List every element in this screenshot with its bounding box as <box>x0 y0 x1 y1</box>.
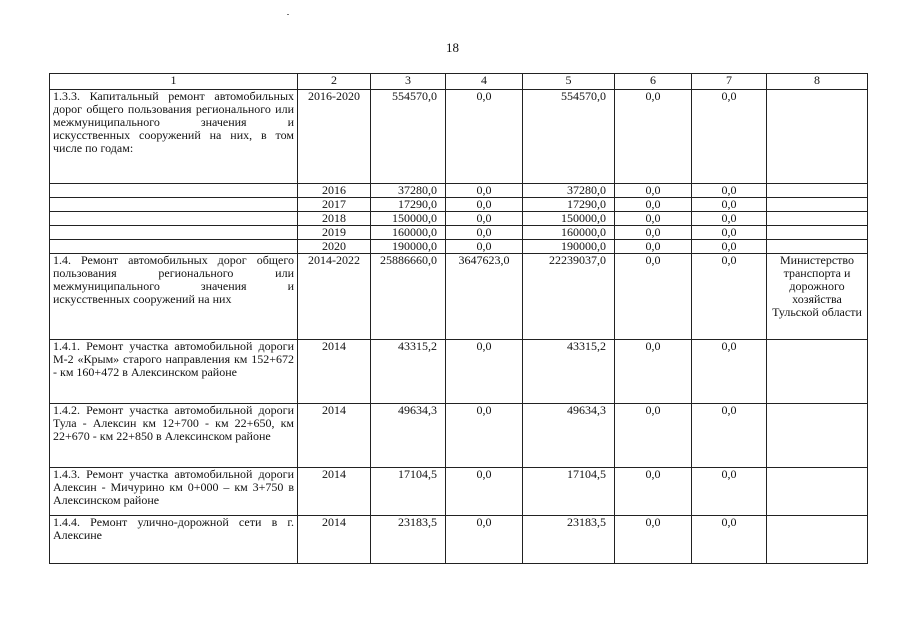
col6-cell: 0,0 <box>615 198 692 212</box>
total-cell: 43315,2 <box>371 340 446 404</box>
table-row <box>50 198 868 212</box>
table-row <box>50 226 868 240</box>
period-cell: 2017 <box>298 198 371 212</box>
header-cell: 6 <box>615 74 692 90</box>
federal-cell: 3647623,0 <box>446 254 523 340</box>
table-row <box>50 516 868 564</box>
header-cell: 2 <box>298 74 371 90</box>
period-cell: 2019 <box>298 226 371 240</box>
table-row <box>50 212 868 226</box>
row-name <box>50 240 298 254</box>
period-cell: 2016 <box>298 184 371 198</box>
row-name <box>50 184 298 198</box>
federal-cell: 0,0 <box>446 240 523 254</box>
executor-cell <box>767 90 868 184</box>
total-cell: 190000,0 <box>371 240 446 254</box>
table-row <box>50 468 868 516</box>
col7-cell: 0,0 <box>692 198 767 212</box>
table-row <box>50 240 868 254</box>
regional-cell: 43315,2 <box>523 340 615 404</box>
table-row <box>50 90 868 184</box>
regional-cell: 17290,0 <box>523 198 615 212</box>
header-cell: 7 <box>692 74 767 90</box>
col6-cell: 0,0 <box>615 90 692 184</box>
header-cell: 3 <box>371 74 446 90</box>
executor-cell <box>767 468 868 516</box>
regional-cell: 17104,5 <box>523 468 615 516</box>
federal-cell: 0,0 <box>446 198 523 212</box>
row-name: 1.4.1. Ремонт участка автомобильной дороги М-2 «Крым» старого направления км 152+672 - км 160+472 в Алексинском районе <box>50 340 298 404</box>
row-name <box>50 226 298 240</box>
executor-cell <box>767 240 868 254</box>
header-row <box>50 74 868 90</box>
federal-cell: 0,0 <box>446 226 523 240</box>
federal-cell: 0,0 <box>446 404 523 468</box>
period-cell: 2014 <box>298 516 371 564</box>
federal-cell: 0,0 <box>446 90 523 184</box>
federal-cell: 0,0 <box>446 468 523 516</box>
row-name: 1.4.2. Ремонт участка автомобильной дороги Тула - Алексин км 12+700 - км 22+650, км 22+670 - км 22+850 в Алексинском районе <box>50 404 298 468</box>
executor-cell <box>767 404 868 468</box>
executor-cell: Министерство транспорта и дорожного хозяйства Тульской области <box>767 254 868 340</box>
period-cell: 2020 <box>298 240 371 254</box>
total-cell: 150000,0 <box>371 212 446 226</box>
period-cell: 2014 <box>298 404 371 468</box>
header-cell: 5 <box>523 74 615 90</box>
col6-cell: 0,0 <box>615 516 692 564</box>
col7-cell: 0,0 <box>692 468 767 516</box>
header-cell: 8 <box>767 74 868 90</box>
total-cell: 49634,3 <box>371 404 446 468</box>
executor-cell <box>767 516 868 564</box>
col6-cell: 0,0 <box>615 184 692 198</box>
regional-cell: 23183,5 <box>523 516 615 564</box>
row-name: 1.4.3. Ремонт участка автомобильной дороги Алексин - Мичурино км 0+000 – км 3+750 в Алексинском районе <box>50 468 298 516</box>
table-row <box>50 254 868 340</box>
col7-cell: 0,0 <box>692 516 767 564</box>
executor-cell <box>767 226 868 240</box>
table-row <box>50 340 868 404</box>
col7-cell: 0,0 <box>692 240 767 254</box>
col6-cell: 0,0 <box>615 340 692 404</box>
federal-cell: 0,0 <box>446 340 523 404</box>
total-cell: 25886660,0 <box>371 254 446 340</box>
period-cell: 2014 <box>298 340 371 404</box>
col6-cell: 0,0 <box>615 468 692 516</box>
regional-cell: 190000,0 <box>523 240 615 254</box>
period-cell: 2014 <box>298 468 371 516</box>
table-row <box>50 404 868 468</box>
regional-cell: 37280,0 <box>523 184 615 198</box>
total-cell: 37280,0 <box>371 184 446 198</box>
header-cell: 4 <box>446 74 523 90</box>
col6-cell: 0,0 <box>615 212 692 226</box>
header-cell: 1 <box>50 74 298 90</box>
executor-cell <box>767 198 868 212</box>
total-cell: 160000,0 <box>371 226 446 240</box>
regional-cell: 554570,0 <box>523 90 615 184</box>
col7-cell: 0,0 <box>692 254 767 340</box>
col7-cell: 0,0 <box>692 212 767 226</box>
col6-cell: 0,0 <box>615 226 692 240</box>
total-cell: 17290,0 <box>371 198 446 212</box>
col7-cell: 0,0 <box>692 404 767 468</box>
total-cell: 17104,5 <box>371 468 446 516</box>
col7-cell: 0,0 <box>692 226 767 240</box>
col7-cell: 0,0 <box>692 340 767 404</box>
row-name <box>50 198 298 212</box>
regional-cell: 49634,3 <box>523 404 615 468</box>
col6-cell: 0,0 <box>615 240 692 254</box>
row-name: 1.4. Ремонт автомобильных дорог общего пользования регионального или межмуниципального значения и искусственных сооружений на них <box>50 254 298 340</box>
table-row <box>50 184 868 198</box>
federal-cell: 0,0 <box>446 184 523 198</box>
total-cell: 554570,0 <box>371 90 446 184</box>
col7-cell: 0,0 <box>692 90 767 184</box>
period-cell: 2018 <box>298 212 371 226</box>
executor-cell <box>767 340 868 404</box>
federal-cell: 0,0 <box>446 212 523 226</box>
budget-table <box>49 73 868 564</box>
executor-cell <box>767 184 868 198</box>
row-name: 1.3.3. Капитальный ремонт автомобильных дорог общего пользования регионального или межмуниципального значения и искусственных сооружений на них, в том числе по годам: <box>50 90 298 184</box>
col6-cell: 0,0 <box>615 254 692 340</box>
total-cell: 23183,5 <box>371 516 446 564</box>
federal-cell: 0,0 <box>446 516 523 564</box>
row-name <box>50 212 298 226</box>
page-number: 18 <box>446 40 459 55</box>
period-cell: 2016-2020 <box>298 90 371 184</box>
executor-cell <box>767 212 868 226</box>
period-cell: 2014-2022 <box>298 254 371 340</box>
regional-cell: 22239037,0 <box>523 254 615 340</box>
regional-cell: 160000,0 <box>523 226 615 240</box>
col6-cell: 0,0 <box>615 404 692 468</box>
col7-cell: 0,0 <box>692 184 767 198</box>
scan-speck <box>287 14 289 15</box>
row-name: 1.4.4. Ремонт улично-дорожной сети в г. Алексине <box>50 516 298 564</box>
regional-cell: 150000,0 <box>523 212 615 226</box>
